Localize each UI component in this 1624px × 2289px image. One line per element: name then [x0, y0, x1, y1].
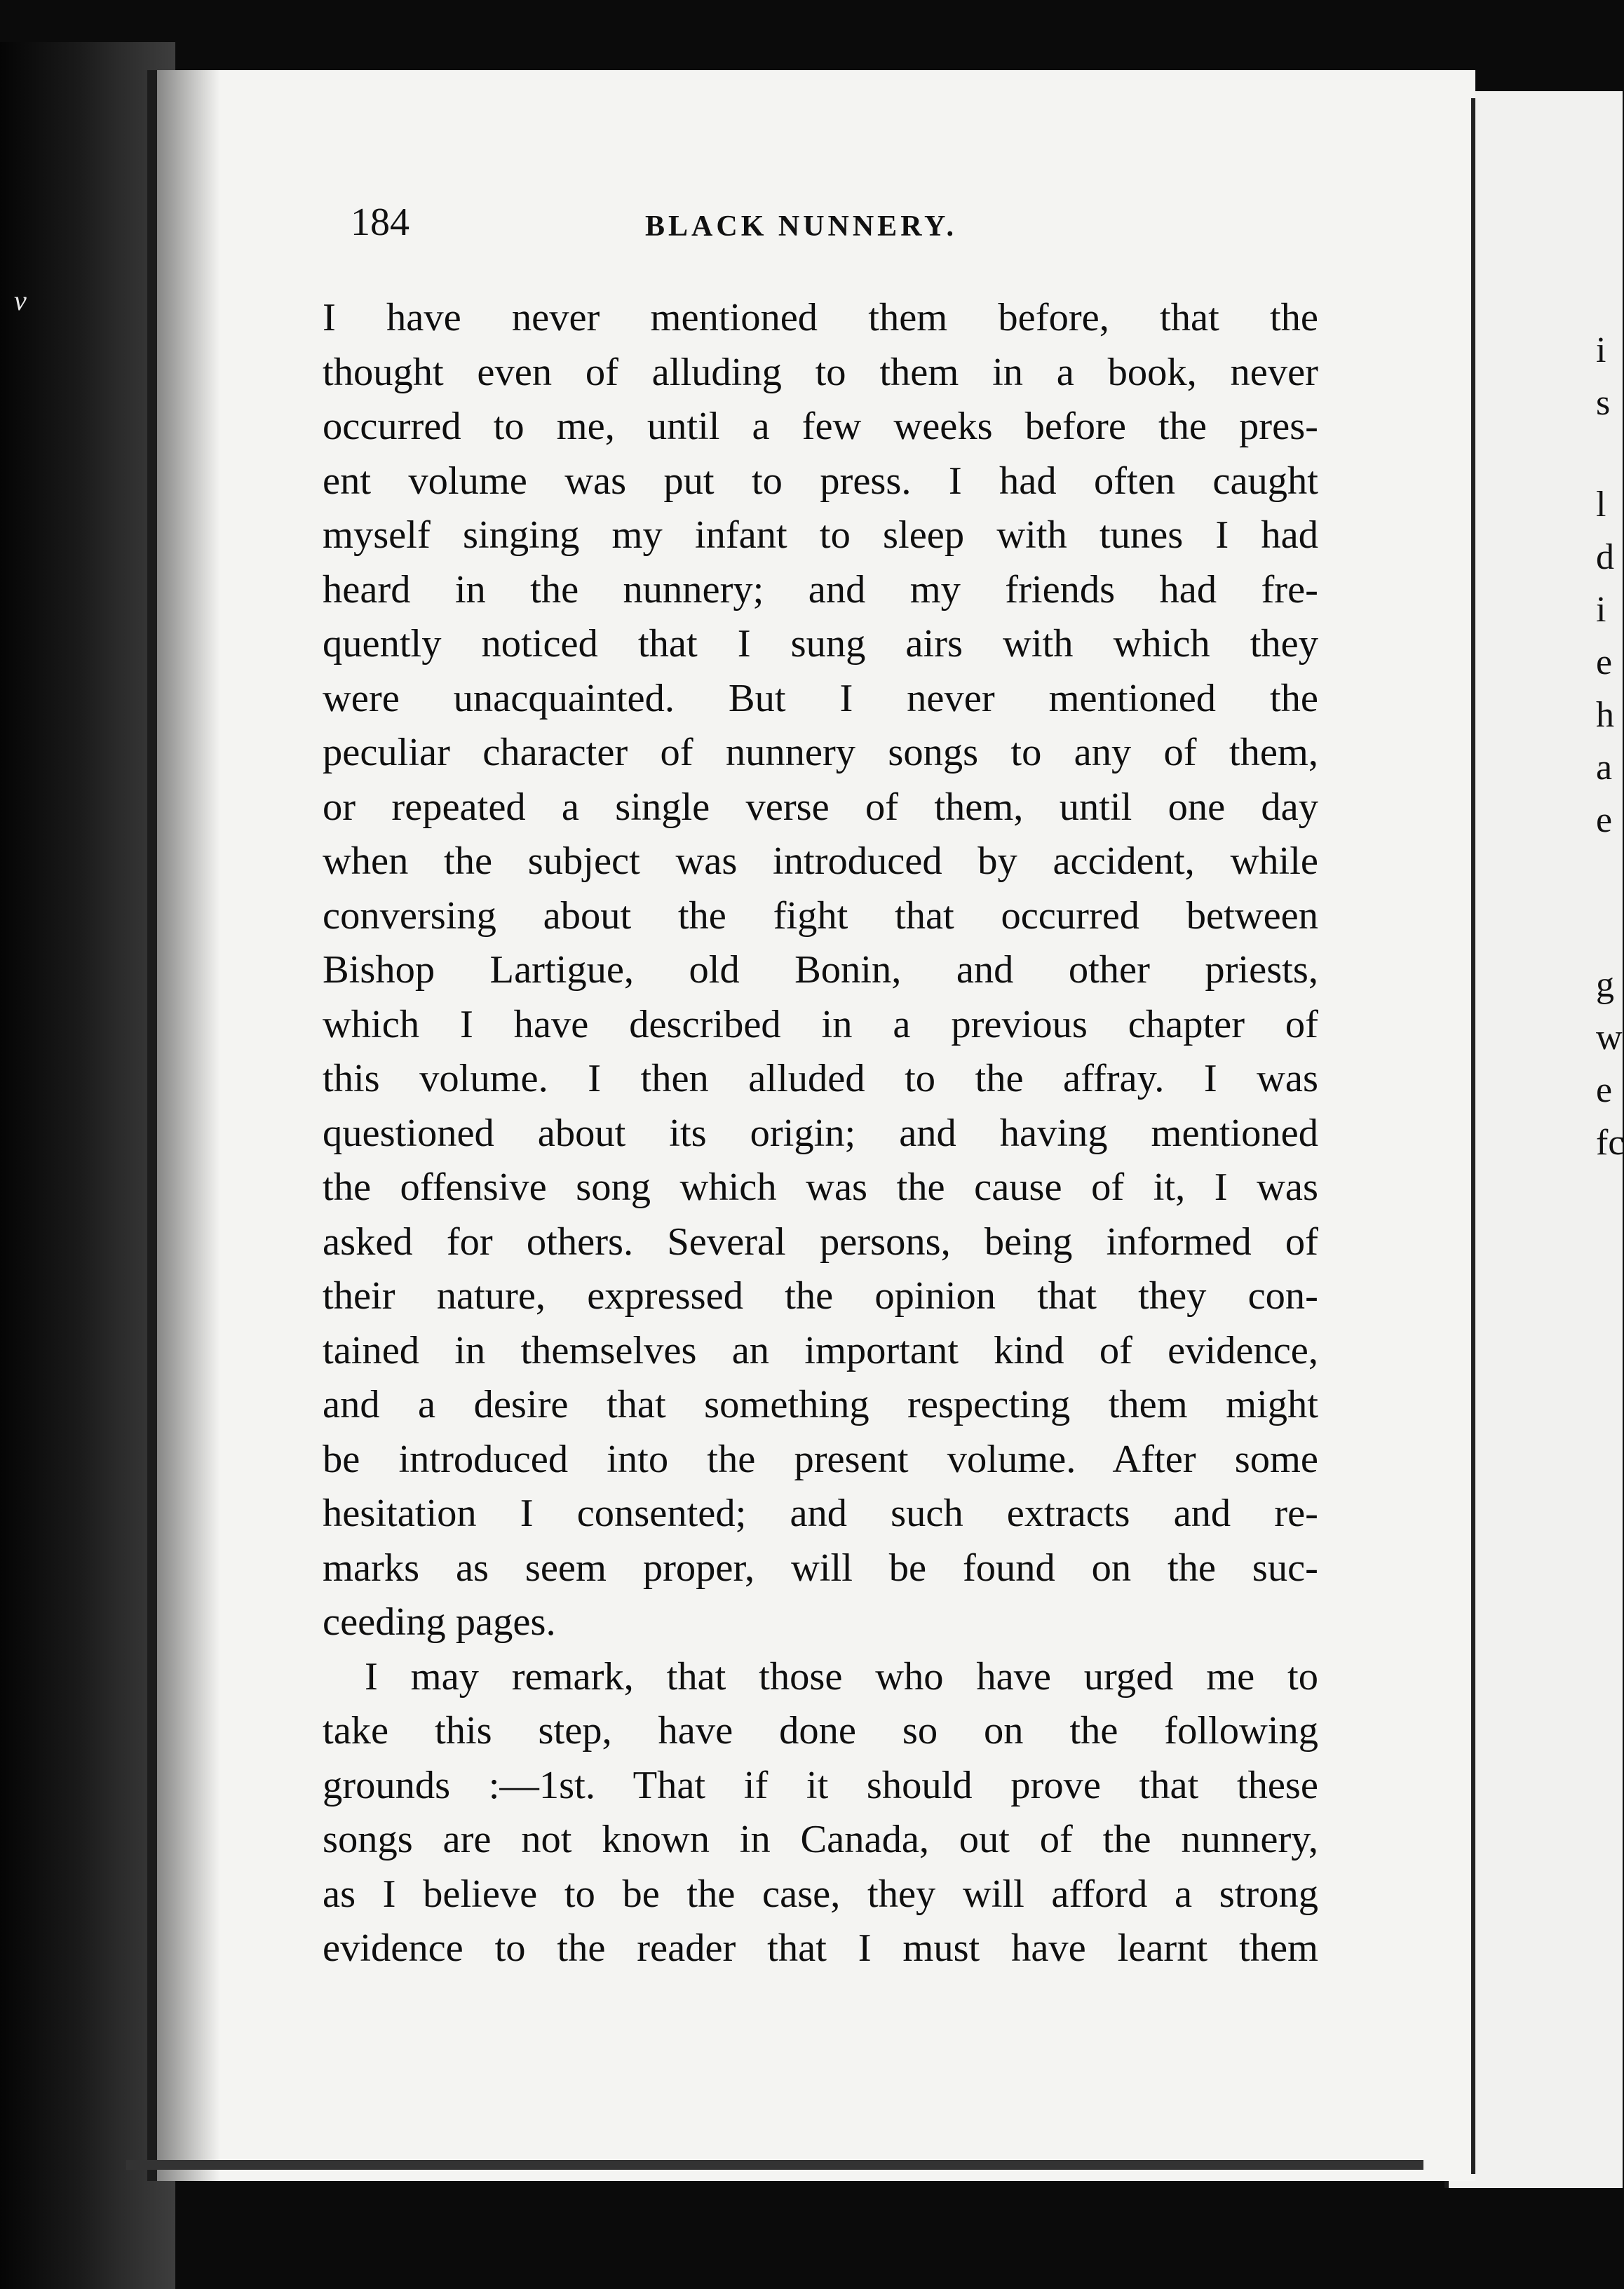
text-line: tained in themselves an important kind of evidence, — [323, 1328, 1318, 1372]
facing-page-fragment: i — [1596, 590, 1606, 630]
text-line: ceeding pages. — [323, 1600, 556, 1644]
facing-page-fragment: i — [1596, 330, 1606, 370]
page-header — [351, 200, 1304, 256]
text-line: occurred to me, until a few weeks before the pres- — [323, 405, 1318, 448]
text-line: grounds :—1st. That if it should prove that these — [323, 1763, 1318, 1807]
facing-page-fragment: fc — [1596, 1123, 1624, 1163]
text-line: marks as seem proper, will be found on the suc- — [323, 1546, 1318, 1590]
margin-mark: v — [14, 285, 27, 316]
text-line: evidence to the reader that I must have learnt them — [323, 1926, 1318, 1970]
text-line: hesitation I consented; and such extracts and re- — [323, 1492, 1318, 1535]
facing-page-fragment: l — [1596, 485, 1606, 525]
text-line: or repeated a single verse of them, until one day — [323, 785, 1318, 829]
facing-page-fragment: s — [1596, 383, 1611, 423]
gutter-shadow — [157, 70, 220, 2181]
text-line: were unacquainted. But I never mentioned the — [323, 676, 1318, 720]
text-line: their nature, expressed the opinion that they con- — [323, 1274, 1318, 1318]
text-line: which I have described in a previous chapter of — [323, 1002, 1318, 1046]
text-line: songs are not known in Canada, out of the nunnery, — [323, 1818, 1318, 1861]
page-edge — [1471, 98, 1475, 2174]
text-line: as I believe to be the case, they will afford a strong — [323, 1872, 1318, 1916]
text-line: myself singing my infant to sleep with tunes I had — [323, 513, 1318, 557]
page-bottom-edge — [126, 2160, 1423, 2170]
text-line: and a desire that something respecting them might — [323, 1383, 1318, 1426]
text-line: heard in the nunnery; and my friends had fre- — [323, 567, 1318, 612]
text-line: Bishop Lartigue, old Bonin, and other priests, — [323, 948, 1318, 992]
text-line: thought even of alluding to them in a book, never — [323, 350, 1318, 394]
facing-page-fragment: e — [1596, 642, 1613, 682]
text-line: this volume. I then alluded to the affray. I was — [323, 1057, 1318, 1100]
paragraph-start-line: I may remark, that those who have urged me to — [365, 1654, 1318, 1699]
facing-page-fragment: h — [1596, 695, 1614, 735]
text-line: I have never mentioned them before, that the — [323, 296, 1318, 339]
text-line: take this step, have done so on the following — [323, 1709, 1318, 1753]
facing-page-fragment: w — [1596, 1018, 1623, 1058]
text-line: be introduced into the present volume. After some — [323, 1437, 1318, 1481]
body-text — [323, 291, 1318, 1976]
text-line: ent volume was put to press. I had often caught — [323, 459, 1318, 503]
page-number: 184 — [351, 201, 410, 244]
text-line: peculiar character of nunnery songs to any of them, — [323, 731, 1318, 774]
running-head: BLACK NUNNERY. — [645, 210, 958, 243]
text-line: when the subject was introduced by accident, while — [323, 839, 1318, 883]
text-line: asked for others. Several persons, being informed of — [323, 1220, 1318, 1264]
facing-page-fragment: e — [1596, 1070, 1613, 1110]
facing-page-fragment: d — [1596, 537, 1614, 577]
text-line: questioned about its origin; and having mentioned — [323, 1111, 1318, 1155]
facing-page-fragment: a — [1596, 748, 1613, 788]
text-line: the offensive song which was the cause of it, I was — [323, 1166, 1318, 1209]
text-line: conversing about the fight that occurred between — [323, 893, 1318, 938]
facing-page-fragment: g — [1596, 965, 1614, 1005]
text-line: quently noticed that I sung airs with which they — [323, 622, 1318, 666]
facing-page-fragment: e — [1596, 800, 1613, 840]
